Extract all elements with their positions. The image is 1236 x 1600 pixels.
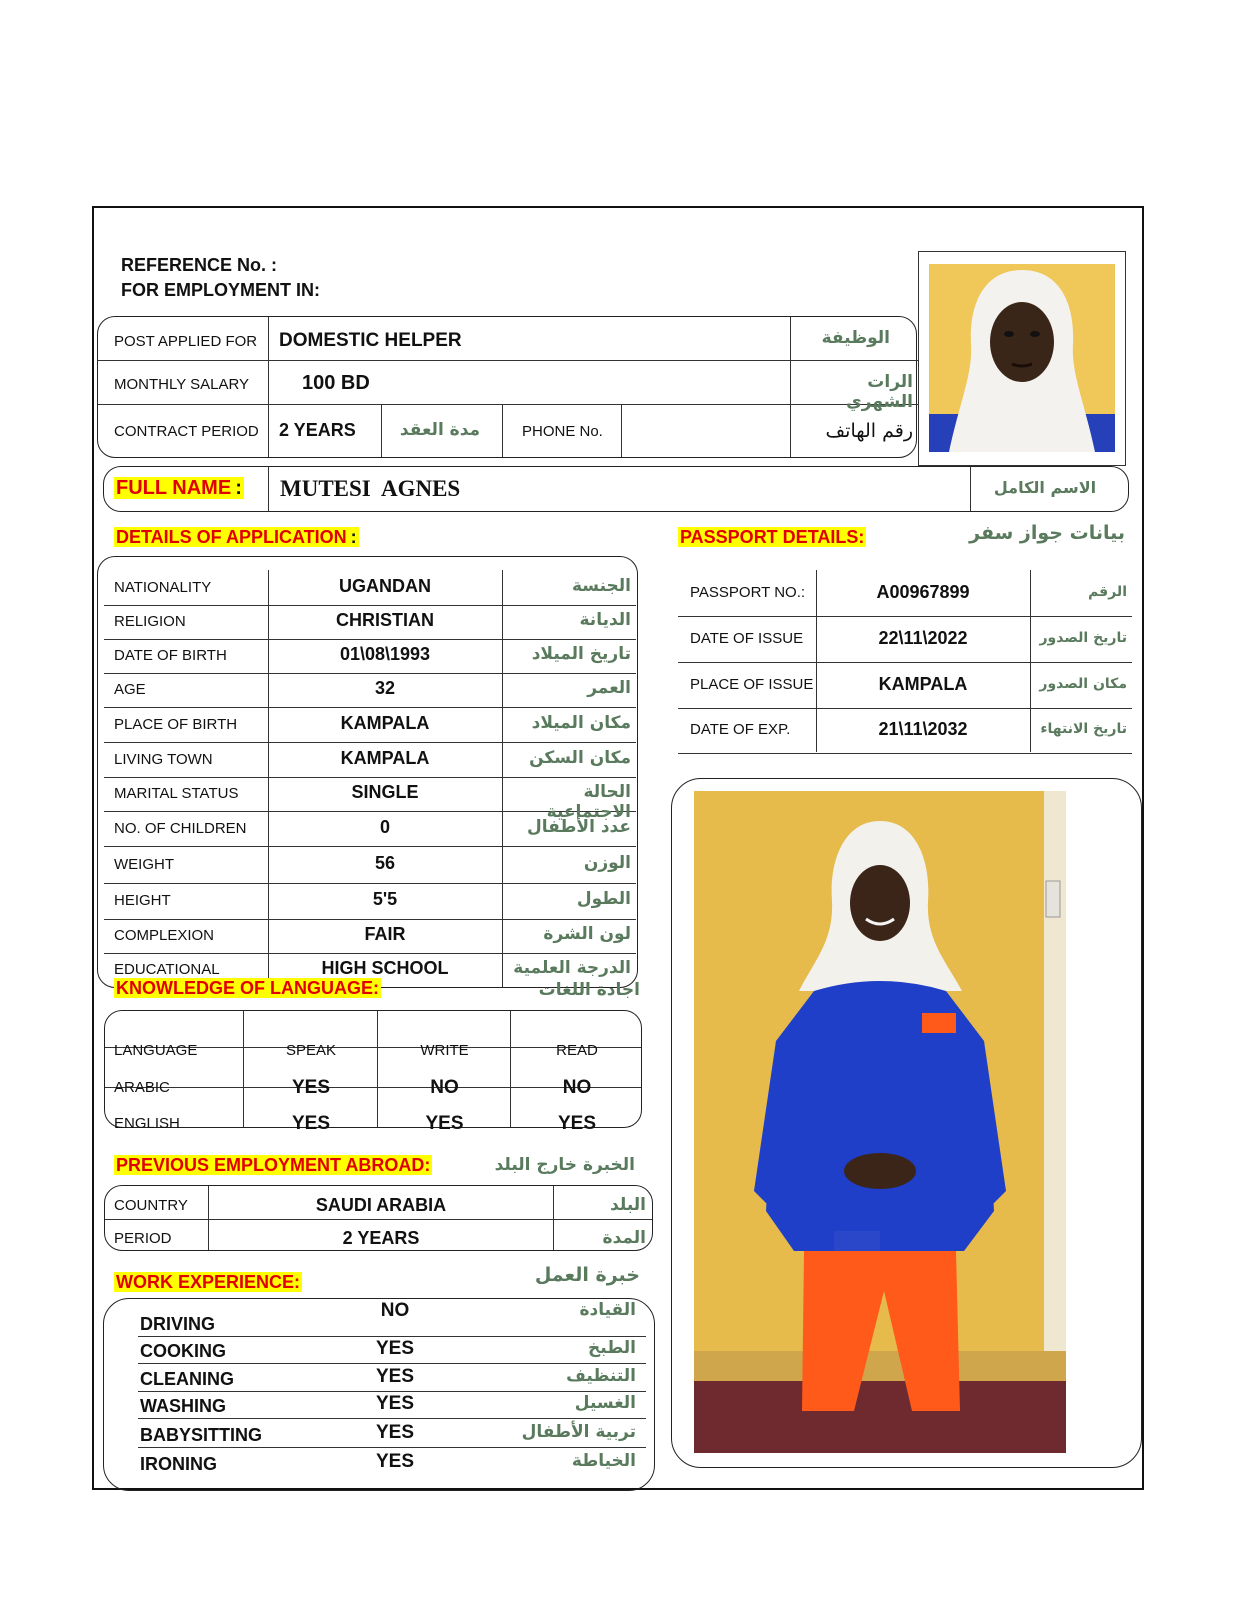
passport-value: KAMPALA — [878, 674, 968, 694]
language-cell-write: YES — [425, 1113, 464, 1134]
details-ar: عدد الأطفال — [527, 816, 631, 837]
language-header: SPEAK — [285, 1042, 337, 1059]
passport-title: PASSPORT DETAILS: — [680, 527, 865, 547]
passport-photo-frame — [918, 251, 1126, 466]
details-value: FAIR — [364, 924, 406, 944]
details-ar: الديانة — [579, 610, 631, 630]
details-label: RELIGION — [114, 613, 186, 630]
details-divider — [104, 605, 636, 606]
details-label: LIVING TOWN — [114, 750, 213, 768]
previous-ar: البلد — [610, 1195, 646, 1215]
details-value: HIGH SCHOOL — [321, 958, 449, 978]
language-header: LANGUAGE — [114, 1042, 198, 1059]
full-name-value: MUTESI AGNES — [280, 476, 461, 501]
details-label: MARITAL STATUS — [114, 785, 239, 802]
work-divider — [138, 1363, 646, 1364]
reference-label: REFERENCE No. : — [121, 255, 278, 275]
work-ar: الغسيل — [574, 1393, 636, 1413]
post-value: DOMESTIC HELPER — [279, 330, 462, 351]
contract-label: CONTRACT PERIOD — [114, 423, 259, 440]
phone-label: PHONE No. — [522, 423, 603, 440]
details-divider — [104, 846, 636, 847]
work-label: IRONING — [140, 1454, 218, 1474]
previous-label: COUNTRY — [114, 1197, 188, 1214]
passport-value: 21\11\2032 — [878, 719, 968, 739]
passport-value: 22\11\2022 — [878, 628, 968, 648]
passport-divider — [678, 616, 1132, 617]
language-header: READ — [556, 1042, 598, 1059]
language-table — [104, 1010, 642, 1128]
details-divider — [104, 639, 636, 640]
language-header: WRITE — [420, 1042, 469, 1059]
work-value: YES — [375, 1393, 415, 1414]
details-ar: تاريخ الميلاد — [531, 644, 631, 664]
details-label: EDUCATIONAL — [114, 961, 220, 978]
post-label: POST APPLIED FOR — [114, 333, 258, 350]
passport-divider — [678, 662, 1132, 663]
details-value: UGANDAN — [339, 575, 431, 596]
details-ar: الدرجة العلمية — [513, 958, 631, 978]
work-divider — [138, 1447, 646, 1448]
details-divider — [104, 742, 636, 743]
previous-title-ar: الخبرة خارج البلد — [494, 1155, 635, 1175]
language-cell-language: ARABIC — [114, 1079, 170, 1096]
work-value: YES — [375, 1422, 415, 1443]
details-label: WEIGHT — [114, 855, 174, 873]
work-value: NO — [380, 1300, 410, 1321]
details-value: 32 — [374, 678, 396, 698]
passport-ar: الرقم — [1088, 584, 1127, 600]
details-value: SINGLE — [351, 782, 419, 802]
passport-divider — [678, 708, 1132, 709]
details-label: AGE — [114, 681, 146, 698]
work-value: YES — [375, 1338, 415, 1359]
details-ar: الوزن — [583, 852, 631, 873]
full-name-ar: الاسم الكامل — [993, 478, 1097, 497]
details-label: HEIGHT — [114, 892, 171, 909]
details-value: KAMPALA — [340, 712, 430, 733]
passport-label: PASSPORT NO.: — [690, 584, 806, 601]
contract-ar: مدة العقد — [399, 420, 481, 440]
details-value: CHRISTIAN — [336, 610, 434, 630]
details-label: NATIONALITY — [114, 578, 212, 596]
full-name-label: FULL NAME : — [116, 477, 242, 499]
language-cell-speak: YES — [291, 1077, 331, 1098]
contract-value: 2 YEARS — [279, 420, 356, 440]
details-title: DETAILS OF APPLICATION : — [116, 527, 357, 547]
language-cell-read: NO — [562, 1077, 592, 1098]
details-divider — [104, 673, 636, 674]
details-ar: الجنسة — [571, 575, 631, 596]
details-ar: العمر — [587, 678, 631, 698]
work-label: DRIVING — [140, 1314, 216, 1334]
details-divider — [104, 777, 636, 778]
details-ar: الطول — [576, 889, 631, 909]
work-value: YES — [375, 1366, 415, 1387]
salary-value: 100 BD — [302, 372, 370, 394]
work-value: YES — [375, 1451, 415, 1472]
details-value: 01\08\1993 — [339, 644, 431, 664]
work-divider — [138, 1418, 646, 1419]
language-title-ar: اجادة اللغات — [538, 980, 640, 1000]
details-divider — [104, 883, 636, 884]
details-value: KAMPALA — [340, 747, 430, 768]
details-ar: الحالة الاجتماعية — [546, 782, 631, 822]
work-ar: الخياطة — [571, 1451, 636, 1471]
language-cell-language: ENGLISH — [114, 1115, 180, 1132]
phone-ar: رقم الهاتف — [825, 420, 913, 442]
work-ar: تربية الأطفال — [521, 1422, 636, 1442]
work-ar: الطبخ — [588, 1338, 636, 1358]
employment-label: FOR EMPLOYMENT IN: — [121, 280, 320, 300]
passport-title-ar: بيانات جواز سفر — [969, 522, 1125, 544]
details-label: DATE OF BIRTH — [114, 647, 227, 664]
work-title: WORK EXPERIENCE: — [116, 1272, 301, 1292]
language-cell-read: YES — [557, 1113, 597, 1134]
passport-photo — [929, 264, 1115, 452]
passport-ar: تاريخ الصدور — [1039, 630, 1127, 646]
language-cell-write: NO — [430, 1077, 459, 1098]
details-divider — [104, 953, 636, 954]
details-ar: لون الشرة — [543, 924, 631, 944]
work-divider — [138, 1336, 646, 1337]
details-ar: مكان الميلاد — [531, 712, 631, 733]
language-title: KNOWLEDGE OF LANGUAGE: — [116, 978, 379, 998]
work-label: BABYSITTING — [140, 1425, 263, 1445]
details-label: NO. OF CHILDREN — [114, 819, 247, 837]
work-ar: التنظيف — [566, 1366, 636, 1386]
work-title-ar: خبرة العمل — [534, 1264, 640, 1286]
details-divider — [104, 919, 636, 920]
details-value: 0 — [379, 816, 390, 837]
details-divider — [104, 707, 636, 708]
details-label: COMPLEXION — [114, 927, 215, 944]
salary-ar: الرات الشهري — [846, 372, 913, 412]
details-ar: مكان السكن — [529, 747, 631, 768]
passport-ar: مكان الصدور — [1039, 676, 1127, 692]
work-label: WASHING — [140, 1396, 227, 1416]
passport-value: A00967899 — [876, 582, 970, 602]
details-value: 5'5 — [372, 889, 398, 909]
previous-ar: المدة — [602, 1228, 646, 1248]
passport-label: DATE OF ISSUE — [690, 630, 804, 647]
salary-label: MONTHLY SALARY — [114, 376, 250, 393]
full-body-photo — [694, 791, 1066, 1453]
previous-value: 2 YEARS — [342, 1228, 420, 1248]
previous-title: PREVIOUS EMPLOYMENT ABROAD: — [116, 1155, 431, 1175]
previous-value: SAUDI ARABIA — [315, 1195, 447, 1215]
previous-label: PERIOD — [114, 1230, 172, 1247]
work-divider — [138, 1391, 646, 1392]
language-cell-speak: YES — [291, 1113, 331, 1134]
post-ar: الوظيفة — [821, 328, 890, 348]
passport-label: PLACE OF ISSUE — [690, 676, 814, 693]
passport-ar: تاريخ الانتهاء — [1040, 721, 1127, 737]
details-label: PLACE OF BIRTH — [114, 715, 238, 733]
passport-divider — [678, 753, 1132, 754]
work-ar: القيادة — [579, 1300, 636, 1320]
details-value: 56 — [374, 852, 396, 873]
work-label: COOKING — [140, 1341, 227, 1361]
work-label: CLEANING — [140, 1369, 234, 1389]
passport-label: DATE OF EXP. — [690, 721, 791, 738]
